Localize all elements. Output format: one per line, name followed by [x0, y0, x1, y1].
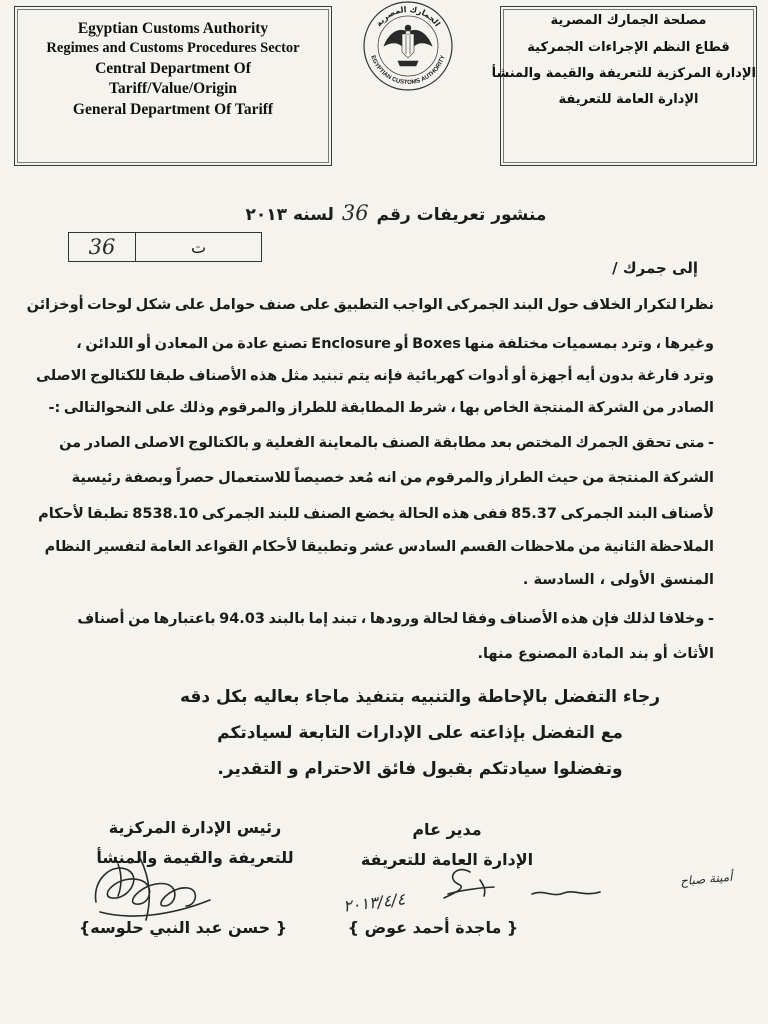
seal-top-text: الجمارك المصرية — [374, 4, 442, 29]
signatory-department: للتعريفة والقيمة والمنشأ — [96, 848, 294, 867]
authority-name-ar: مصلحة الجمارك المصرية — [550, 13, 707, 28]
body-line: لأصناف البند الجمركى 85.37 ففى هذه الحالة يخضع الصنف للبند الجمركى 8538.10 تطبقا لأحكام — [38, 506, 714, 522]
general-department-en: General Department Of Tariff — [72, 101, 274, 118]
body-line: نظرا لتكرار الخلاف حول البند الجمركى الواجب التطبيق على صنف حوامل على شكل لوحات أوخزائن — [26, 297, 714, 313]
signatory-name: { ماجدة أحمد عوض } — [347, 918, 519, 937]
body-line: - وخلافا لذلك فإن هذه الأصناف وفقا لحالة ورودها ، تبند إما بالبند 94.03 باعتبارها من أصناف — [77, 611, 714, 627]
signatory-department: الإدارة العامة للتعريفة — [360, 850, 534, 869]
body-line: وغيرها ، وترد بمسميات مختلفة منها Boxes أو Enclosure تصنع عادة من المعادن أو اللدائن ، — [76, 336, 714, 352]
handwritten-note: أمينة صباح — [679, 869, 733, 889]
body-line: المنسق الأولى ، السادسة . — [522, 572, 714, 588]
title-handwritten-number: 36 — [341, 201, 369, 225]
body-line: الأثاث أو بند المادة المصنوع منها. — [477, 646, 714, 662]
customs-seal-logo — [362, 0, 454, 92]
central-department-en: Central Department Of — [95, 60, 251, 77]
general-department-ar: الإدارة العامة للتعريفة — [558, 92, 699, 107]
circular-title — [196, 199, 596, 229]
reference-number-box — [68, 232, 262, 262]
body-line: - متى تحقق الجمرك المختص بعد مطابقة الصنف بالمعاينة الفعلية و بالكتالوج الاصلى الصادر من — [59, 435, 714, 451]
header-arabic-box — [491, 6, 757, 166]
signatory-name: { حسن عبد النبي حلوسه} — [78, 918, 288, 937]
handwritten-date: ٢٠١٣/٤/٤ — [342, 889, 407, 916]
seal-bottom-text: EGYPTIAN CUSTOMS AUTHORITY — [369, 54, 447, 87]
sector-name-ar: قطاع النظم الإجراءات الجمركية — [527, 40, 730, 55]
tariff-value-origin-en: Tariff/Value/Origin — [108, 80, 238, 97]
eagle-icon — [384, 25, 432, 66]
reference-code: ت — [190, 237, 207, 257]
title-year: لسنه ٢٠١٣ — [245, 205, 334, 225]
authority-name-en: Egyptian Customs Authority — [77, 20, 269, 37]
reference-number: 36 — [69, 233, 136, 261]
body-line: الصادر من الشركة المنتجة الخاص بها ، شرط المطابقة للطراز والمرقوم وذلك على النحوالتالى :- — [48, 400, 714, 416]
closing-line: رجاء التفضل بالإحاطة والتنبيه بتنفيذ ماجاء بعاليه بكل دقه — [179, 687, 661, 707]
signature-scribble-dash — [532, 892, 600, 895]
body-line: الشركة المنتجة من حيث الطراز والمرقوم من انه مُعد خصيصاً للاستعمال حصراً وبصفة رئيسية — [71, 470, 714, 486]
signatory-title: رئيس الإدارة المركزية — [108, 818, 282, 837]
body-line: وترد فارغة بدون أيه أجهزة أو أدوات كهربائية فإنه يتم تبنيد مثل هذه الأصناف طبقا للكتالوج الاصلى — [36, 368, 714, 384]
closing-line: مع التفضل بإذاعته على الإدارات التابعة لسيادتكم — [217, 723, 623, 743]
header-english-box — [14, 6, 332, 166]
title-prefix: منشور تعريفات رقم — [376, 205, 547, 225]
sector-name-en: Regimes and Customs Procedures Sector — [46, 40, 300, 56]
addressee: إلى جمرك / — [612, 259, 698, 277]
body-line: الملاحظة الثانية من ملاحظات القسم السادس عشر وتطبيقا لأحكام القواعد العامة لتفسير النظام — [44, 539, 714, 555]
signature-layer — [0, 840, 768, 940]
signatory-title: مدير عام — [412, 820, 482, 839]
central-department-ar: الإدارة المركزية للتعريفة والقيمة والمنشأ — [491, 66, 756, 81]
signature-scribble-middle — [444, 870, 494, 898]
signature-scribble-left — [95, 858, 210, 920]
closing-line: وتفضلوا سيادتكم بقبول فائق الاحترام و التقدير. — [217, 759, 623, 779]
